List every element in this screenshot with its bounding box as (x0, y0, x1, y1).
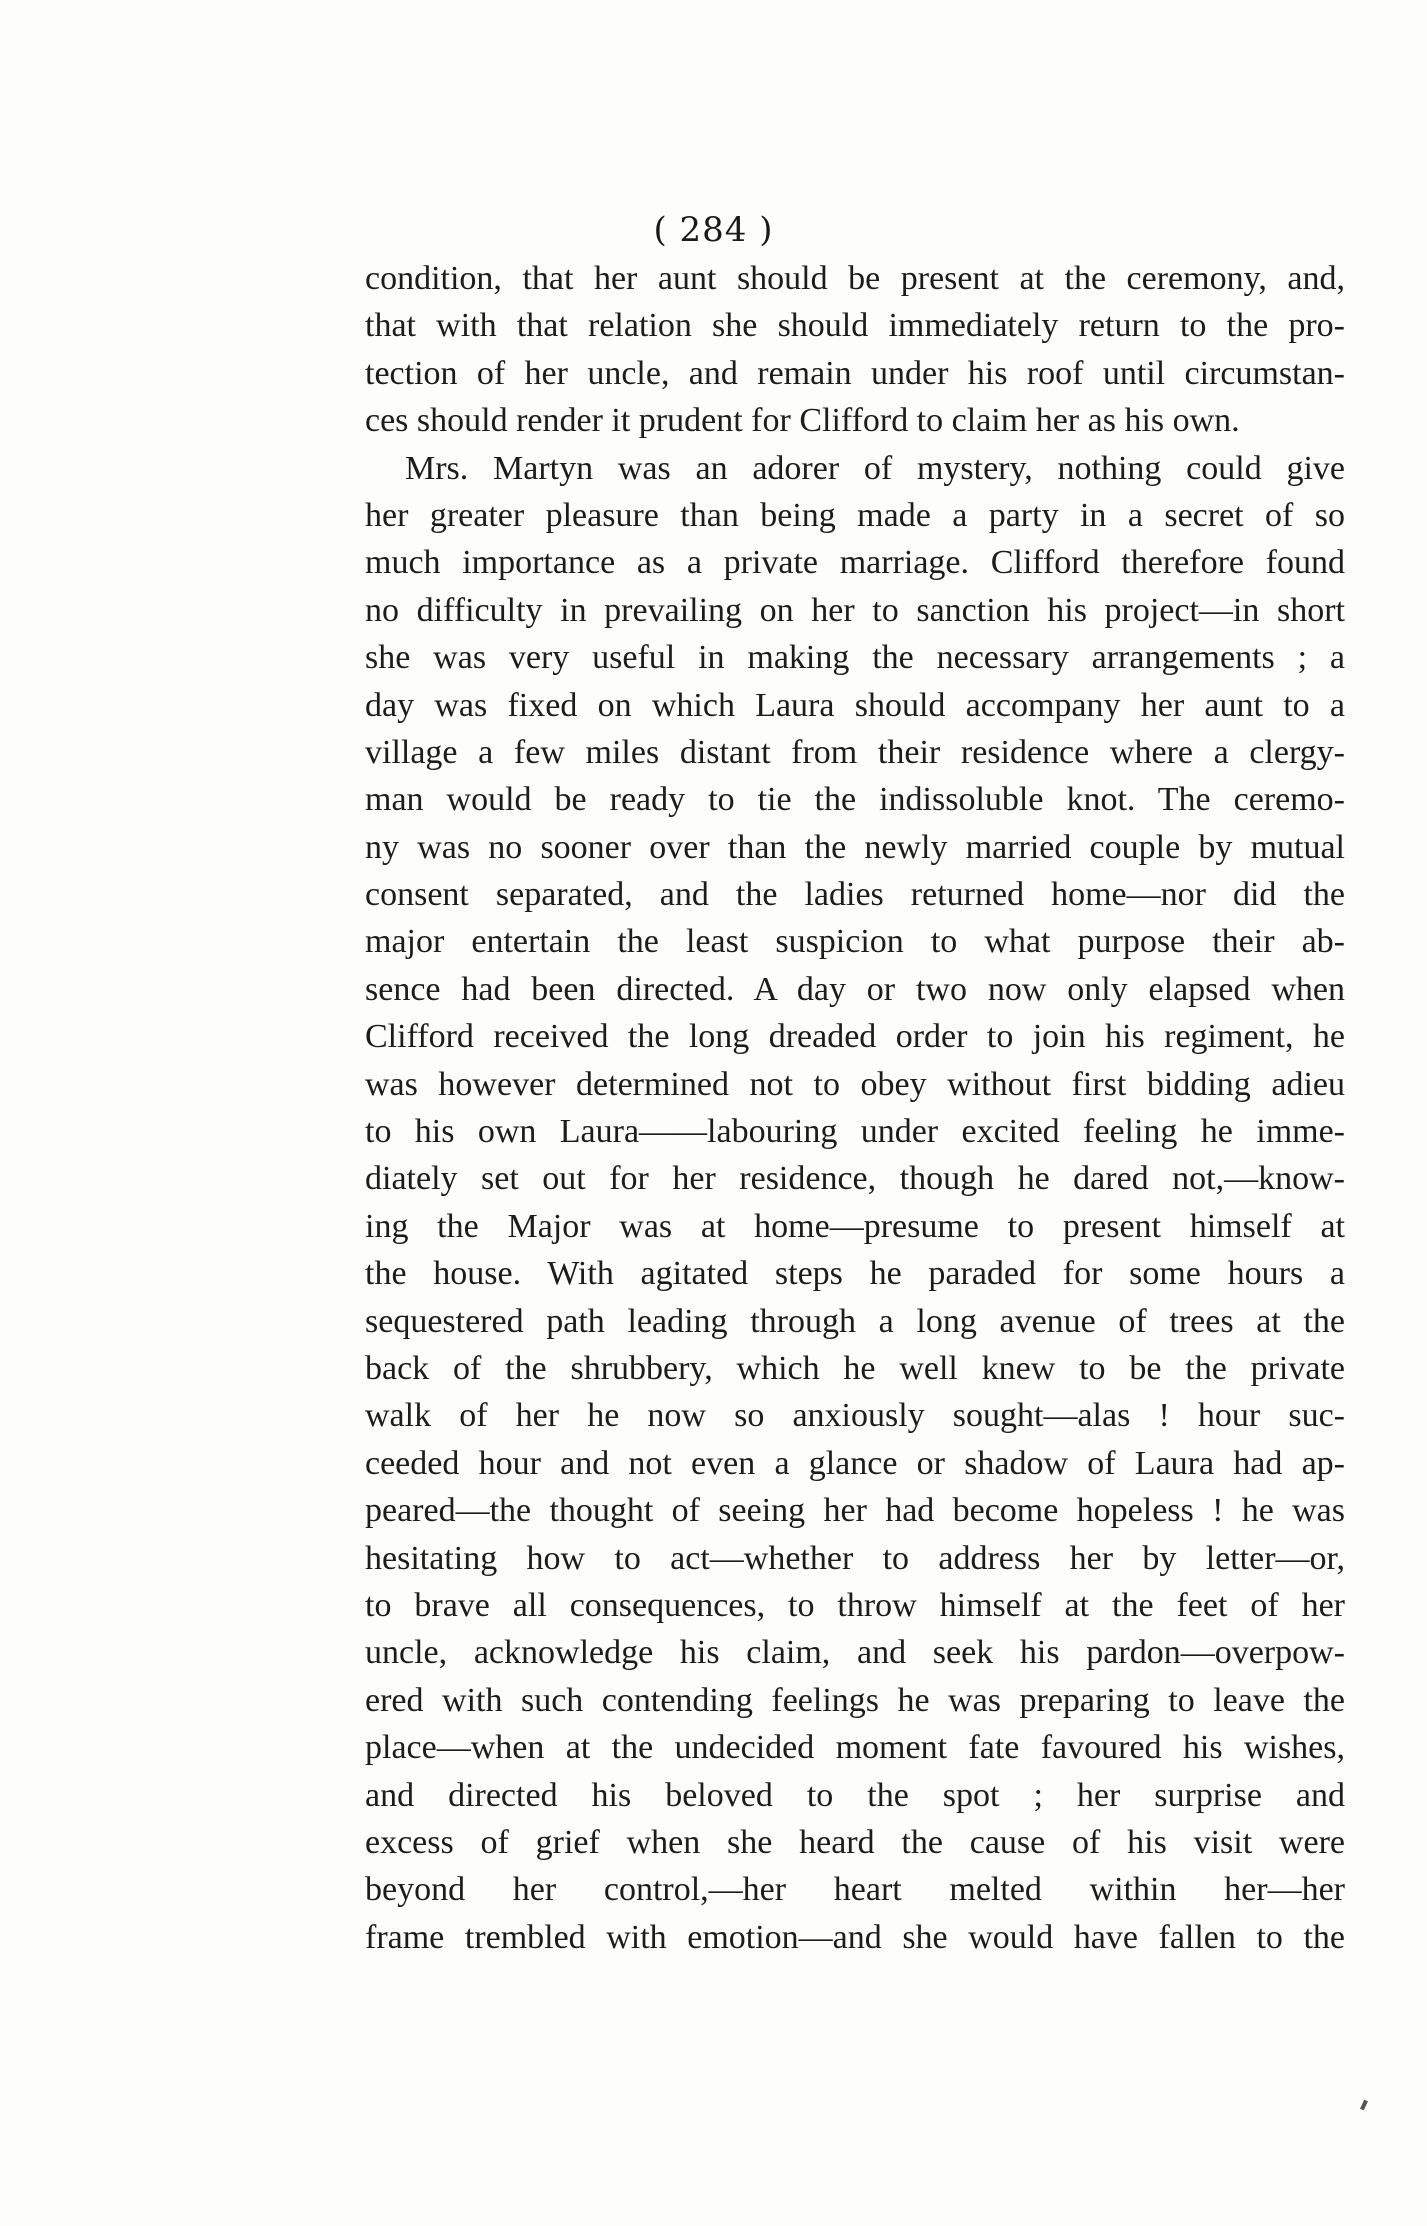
text-line: consent separated, and the ladies returned home—nor did the (365, 876, 1345, 914)
text-line: to his own Laura——labouring under excited feeling he imme- (365, 1113, 1345, 1151)
text-line: ny was no sooner over than the newly married couple by mutual (365, 828, 1345, 866)
text-line: back of the shrubbery, which he well knew to be the private (365, 1349, 1345, 1387)
text-line: tection of her uncle, and remain under his roof until circumstan- (365, 354, 1345, 392)
text-line: uncle, acknowledge his claim, and seek his pardon—overpow- (365, 1634, 1345, 1672)
text-line: and directed his beloved to the spot ; her surprise and (365, 1776, 1345, 1814)
text-line: man would be ready to tie the indissoluble knot. The ceremo- (365, 781, 1345, 819)
text-line: no difficulty in prevailing on her to sanction his project—in short (365, 591, 1345, 629)
text-line: condition, that her aunt should be present at the ceremony, and, (365, 260, 1345, 297)
text-line: diately set out for her residence, though he dared not,—know- (365, 1160, 1345, 1198)
text-line: walk of her he now so anxiously sought—alas ! hour suc- (365, 1397, 1345, 1435)
text-line: ered with such contending feelings he was preparing to leave the (365, 1681, 1345, 1719)
text-line: sequestered path leading through a long avenue of trees at the (365, 1302, 1345, 1340)
text-line: hesitating how to act—whether to address her by letter—or, (365, 1539, 1345, 1577)
text-line: peared—the thought of seeing her had become hopeless ! he was (365, 1492, 1345, 1530)
text-line: her greater pleasure than being made a party in a secret of so (365, 496, 1345, 534)
text-line: frame trembled with emotion—and she would have fallen to the (365, 1918, 1345, 1956)
text-line: Clifford received the long dreaded order to join his regiment, he (365, 1018, 1345, 1056)
body-text (365, 255, 1345, 1961)
text-line: place—when at the undecided moment fate favoured his wishes, (365, 1729, 1345, 1767)
text-line: ing the Major was at home—presume to present himself at (365, 1207, 1345, 1245)
text-line: ceeded hour and not even a glance or shadow of Laura had ap- (365, 1444, 1345, 1482)
text-line: sence had been directed. A day or two now only elapsed when (365, 970, 1345, 1008)
text-line: she was very useful in making the necessary arrangements ; a (365, 639, 1345, 677)
text-line: excess of grief when she heard the cause of his visit were (365, 1823, 1345, 1861)
text-line: day was fixed on which Laura should accompany her aunt to a (365, 686, 1345, 724)
page-number: ( 284 ) (653, 210, 774, 250)
text-line: beyond her control,—her heart melted within her—her (365, 1871, 1345, 1909)
text-line: to brave all consequences, to throw himself at the feet of her (365, 1586, 1345, 1624)
text-line: village a few miles distant from their residence where a clergy- (365, 733, 1345, 771)
text-line: much importance as a private marriage. Clifford therefore found (365, 544, 1345, 582)
stray-mark (1360, 2100, 1368, 2111)
text-line: that with that relation she should immediately return to the pro- (365, 307, 1345, 345)
text-line: major entertain the least suspicion to what purpose their ab- (365, 923, 1345, 961)
text-line: Mrs. Martyn was an adorer of mystery, nothing could give (405, 449, 1345, 487)
text-line: the house. With agitated steps he paraded for some hours a (365, 1255, 1345, 1293)
text-line: ces should render it prudent for Clifford to claim her as his own. (365, 402, 1240, 440)
text-line: was however determined not to obey without first bidding adieu (365, 1065, 1345, 1103)
